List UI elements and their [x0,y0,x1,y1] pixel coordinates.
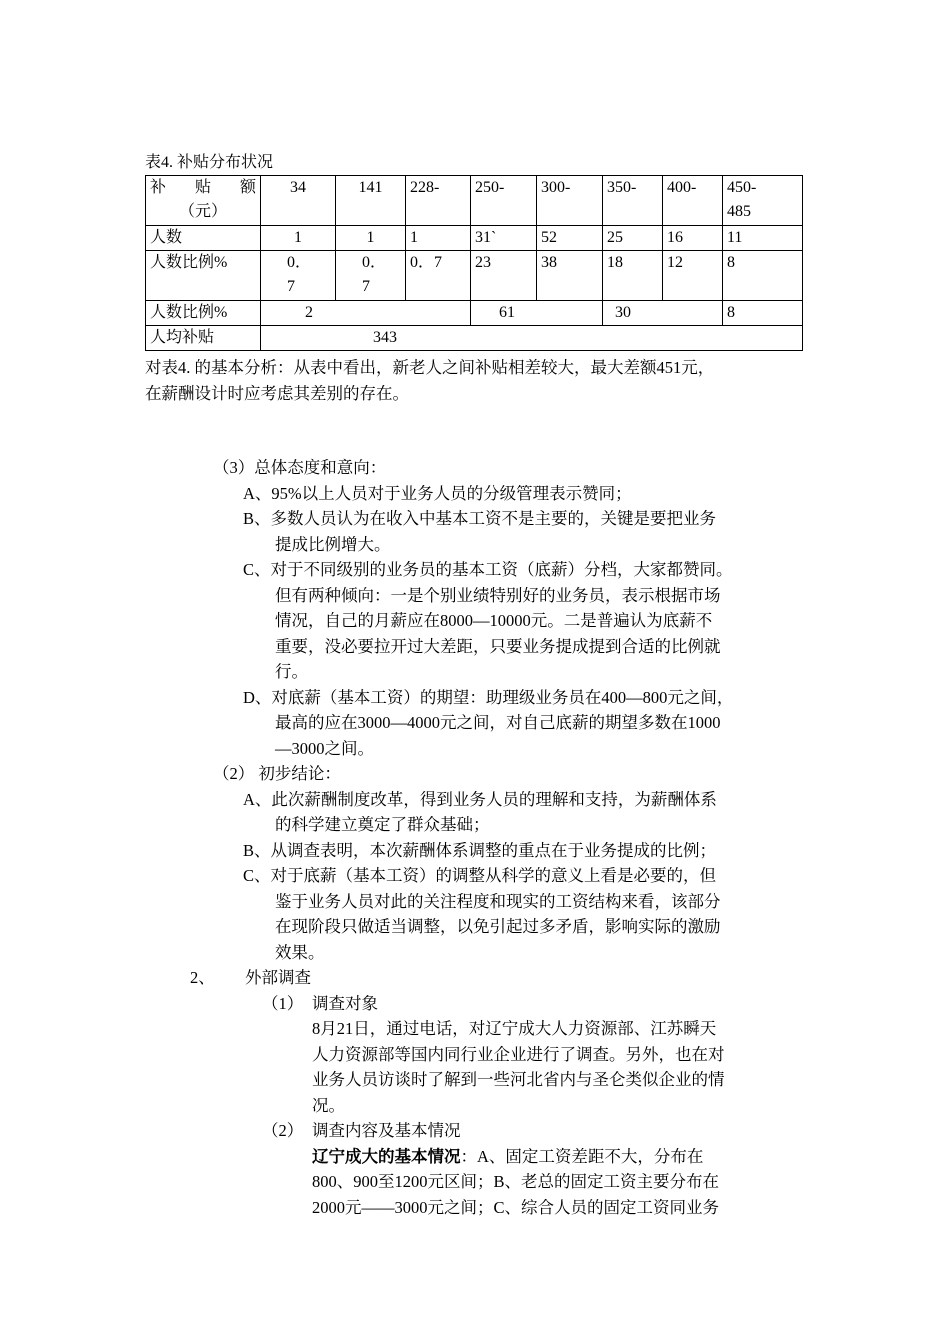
count-cell: 31` [471,226,537,251]
row-label: 人数比例% [146,301,261,326]
paragraph-line: 800、900至1200元区间；B、老总的固定工资主要分布在 [312,1172,720,1191]
pct-cell: 18 [603,251,663,301]
subsection-number: （1） [262,994,304,1013]
list-item-continuation: —3000之间。 [275,739,374,758]
pct-cell: 0．7 [406,251,471,301]
pct-cell: 0． 7 [336,251,406,301]
pct-cell: 8 [723,251,803,301]
analysis-line: 在薪酬设计时应考虑其差别的存在。 [145,384,409,403]
paragraph-line: 业务人员访谈时了解到一些河北省内与圣仑类似企业的情 [312,1070,725,1089]
section-heading: 外部调查 [245,968,311,987]
list-item-continuation: 行。 [275,662,308,681]
section-heading: （3）总体态度和意向： [213,458,387,477]
table-row [146,326,803,351]
paragraph-line: 2000元——3000元之间；C、综合人员的固定工资同业务 [312,1198,720,1217]
table-row [146,226,803,251]
count-cell: 16 [663,226,723,251]
list-item: B、多数人员认为在收入中基本工资不是主要的，关键是要把业务 [243,509,717,528]
paragraph-line: 人力资源部等国内同行业企业进行了调查。另外，也在对 [312,1045,725,1064]
pct-cell: 38 [537,251,603,301]
count-cell: 1 [261,226,336,251]
paragraph-text: ：A、固定工资差距不大，分布在 [460,1147,704,1166]
header-label-line2: （元） [178,203,227,220]
count-cell: 1 [406,226,471,251]
pct-group-cell: 30 [603,301,723,326]
range-cell: 300- [537,176,603,226]
list-item: C、对于不同级别的业务员的基本工资（底薪）分档，大家都赞同。 [243,560,733,579]
list-item: A、95%以上人员对于业务人员的分级管理表示赞同； [243,484,632,503]
count-cell: 52 [537,226,603,251]
section-heading: （2） 初步结论： [213,764,341,783]
paragraph-line: 8月21日，通过电话，对辽宁成大人力资源部、江苏瞬天 [312,1019,717,1038]
subsection-heading: 调查对象 [312,994,378,1013]
count-cell: 1 [336,226,406,251]
header-label-cell [146,176,261,226]
pct-group-cell: 61 [471,301,603,326]
range-cell: 141 [336,176,406,226]
list-item-continuation: 情况，自己的月薪应在8000—10000元。二是普遍认为底薪不 [275,611,713,630]
list-item: B、从调查表明，本次薪酬体系调整的重点在于业务提成的比例； [243,841,717,860]
pct-group-cell: 2 [261,301,471,326]
list-item-continuation: 最高的应在3000—4000元之间，对自己底薪的期望多数在1000 [275,713,721,732]
row-label: 人均补贴 [146,326,261,351]
list-item-continuation: 但有两种倾向：一是个别业绩特别好的业务员，表示根据市场 [275,586,721,605]
avg-cell: 343 [261,326,803,351]
list-item-continuation: 效果。 [275,943,325,962]
range-cell: 450- 485 [723,176,803,226]
analysis-line: 对表4. 的基本分析：从表中看出，新老人之间补贴相差较大，最大差额451元， [145,358,715,377]
pct-group-cell: 8 [723,301,803,326]
bold-lead: 辽宁成大的基本情况 [312,1147,461,1166]
range-cell: 250- [471,176,537,226]
list-item: A、此次薪酬制度改革，得到业务人员的理解和支持，为薪酬体系 [243,790,717,809]
list-item: D、对底薪（基本工资）的期望：助理级业务员在400—800元之间， [243,688,734,707]
list-item-continuation: 重要，没必要拉开过大差距，只要业务提成提到合适的比例就 [275,637,721,656]
subsection-heading: 调查内容及基本情况 [312,1121,461,1140]
paragraph-line: 况。 [312,1096,345,1115]
list-item-continuation: 提成比例增大。 [275,535,391,554]
section-number: 2、 [190,968,215,987]
subsidy-distribution-table [145,175,803,351]
table-row [146,176,803,226]
list-item-continuation: 在现阶段只做适当调整，以免引起过多矛盾，影响实际的激励 [275,917,721,936]
pct-cell: 0． 7 [261,251,336,301]
range-cell: 228- [406,176,471,226]
range-cell: 400- [663,176,723,226]
table-row [146,251,803,301]
count-cell: 25 [603,226,663,251]
list-item: C、对于底薪（基本工资）的调整从科学的意义上看是必要的，但 [243,866,717,885]
table-row [146,301,803,326]
subsection-number: （2） [262,1121,304,1140]
list-item-continuation: 的科学建立奠定了群众基础； [275,815,490,834]
list-item-continuation: 鉴于业务人员对此的关注程度和现实的工资结构来看，该部分 [275,892,721,911]
row-label: 人数 [146,226,261,251]
pct-cell: 12 [663,251,723,301]
paragraph-line [312,1144,703,1170]
count-cell: 11 [723,226,803,251]
range-cell: 350- [603,176,663,226]
pct-cell: 23 [471,251,537,301]
table-title: 表4. 补贴分布状况 [145,154,274,171]
header-label-line1: 补 贴 额 [150,179,256,196]
row-label: 人数比例% [146,251,261,301]
range-cell: 34 [261,176,336,226]
